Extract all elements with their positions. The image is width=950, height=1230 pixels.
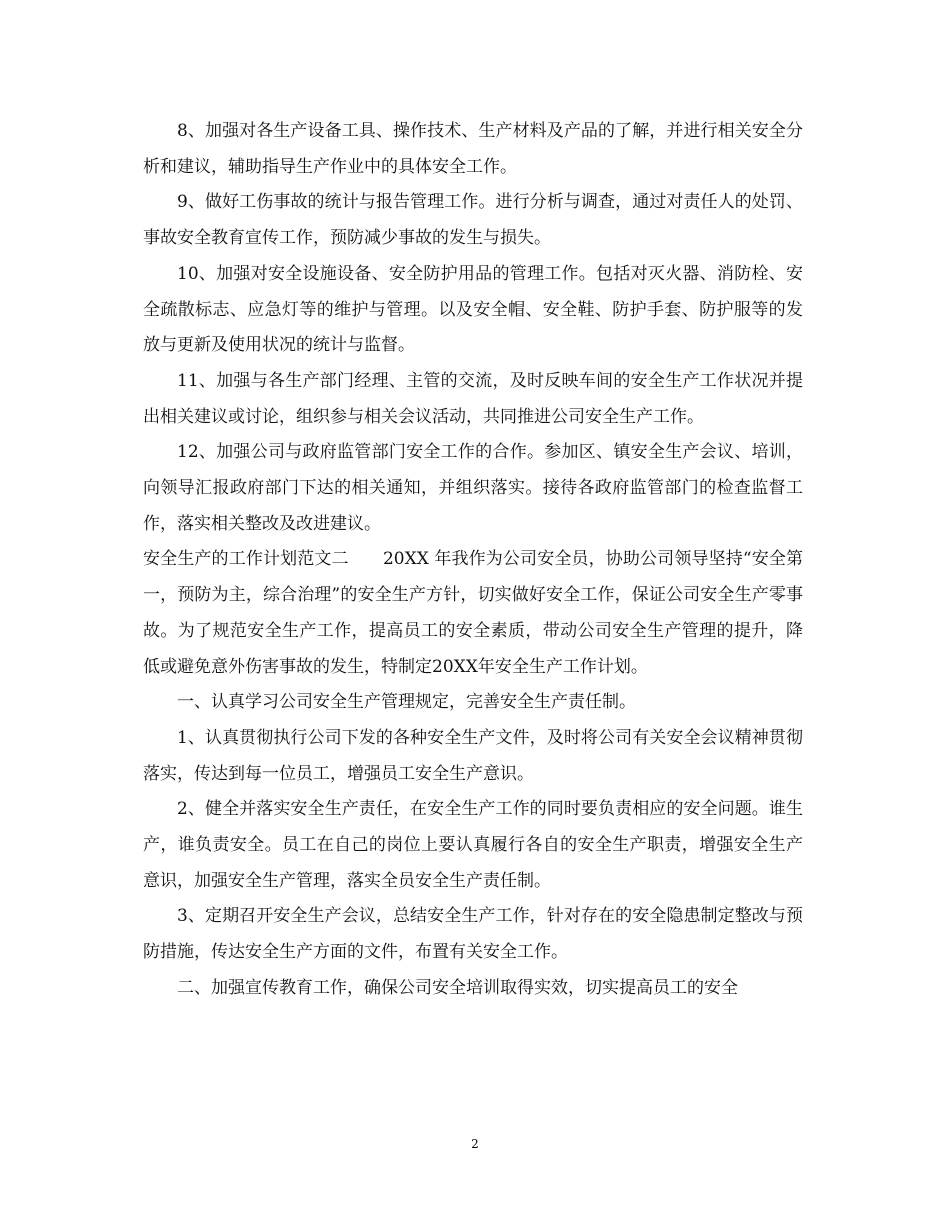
paragraph-item-3: 3、定期召开安全生产会议，总结安全生产工作，针对存在的安全隐患制定整改与预防措施，传达安全生产方面的文件，布置有关安全工作。: [143, 906, 803, 963]
paragraph-item-2: 2、健全并落实安全生产责任，在安全生产工作的同时要负责相应的安全问题。谁生产，谁负责安全。员工在自己的岗位上要认真履行各自的安全生产职责，增强安全生产意识，加强安全生产管理，落实全员安全生产责任制。: [143, 799, 803, 891]
paragraph-item-12: 12、加强公司与政府监管部门安全工作的合作。参加区、镇安全生产会议、培训，向领导汇报政府部门下达的相关通知，并组织落实。接待各政府监管部门的检查监督工作，落实相关整改及改进建议。: [143, 442, 803, 534]
section-intro-paragraph: 安全生产的工作计划范文二 20XX 年我作为公司安全员，协助公司领导坚持“安全第一，预防为主，综合治理”的安全生产方针，切实做好安全工作，保证公司安全生产零事故。为了规范安全生产工作，提高员工的安全素质，带动公司安全生产管理的提升，降低或避免意外伤害事故的发生，特制定20XX年安全生产工作计划。: [143, 549, 803, 677]
paragraph-item-11: 11、加强与各生产部门经理、主管的交流，及时反映车间的安全生产工作状况并提出相关建议或讨论，组织参与相关会议活动，共同推进公司安全生产工作。: [143, 370, 803, 427]
section-heading-two: 二、加强宣传教育工作，确保公司安全培训取得实效，切实提高员工的安全: [177, 977, 738, 998]
section-heading-one: 一、认真学习公司安全生产管理规定，完善安全生产责任制。: [177, 692, 636, 713]
document-body: [143, 114, 803, 1007]
page-number: 2: [471, 1137, 479, 1151]
paragraph-item-10: 10、加强对安全设施设备、安全防护用品的管理工作。包括对灭火器、消防栓、安全疏散标志、应急灯等的维护与管理。以及安全帽、安全鞋、防护手套、防护服等的发放与更新及使用状况的统计与监督。: [143, 263, 803, 356]
paragraph-item-8: 8、加强对各生产设备工具、操作技术、生产材料及产品的了解，并进行相关安全分析和建议，辅助指导生产作业中的具体安全工作。: [143, 121, 803, 177]
paragraph-item-9: 9、做好工伤事故的统计与报告管理工作。进行分析与调查，通过对责任人的处罚、事故安全教育宣传工作，预防减少事故的发生与损失。: [143, 192, 803, 249]
paragraph-item-1: 1、认真贯彻执行公司下发的各种安全生产文件，及时将公司有关安全会议精神贯彻落实，传达到每一位员工，增强员工安全生产意识。: [143, 727, 803, 784]
